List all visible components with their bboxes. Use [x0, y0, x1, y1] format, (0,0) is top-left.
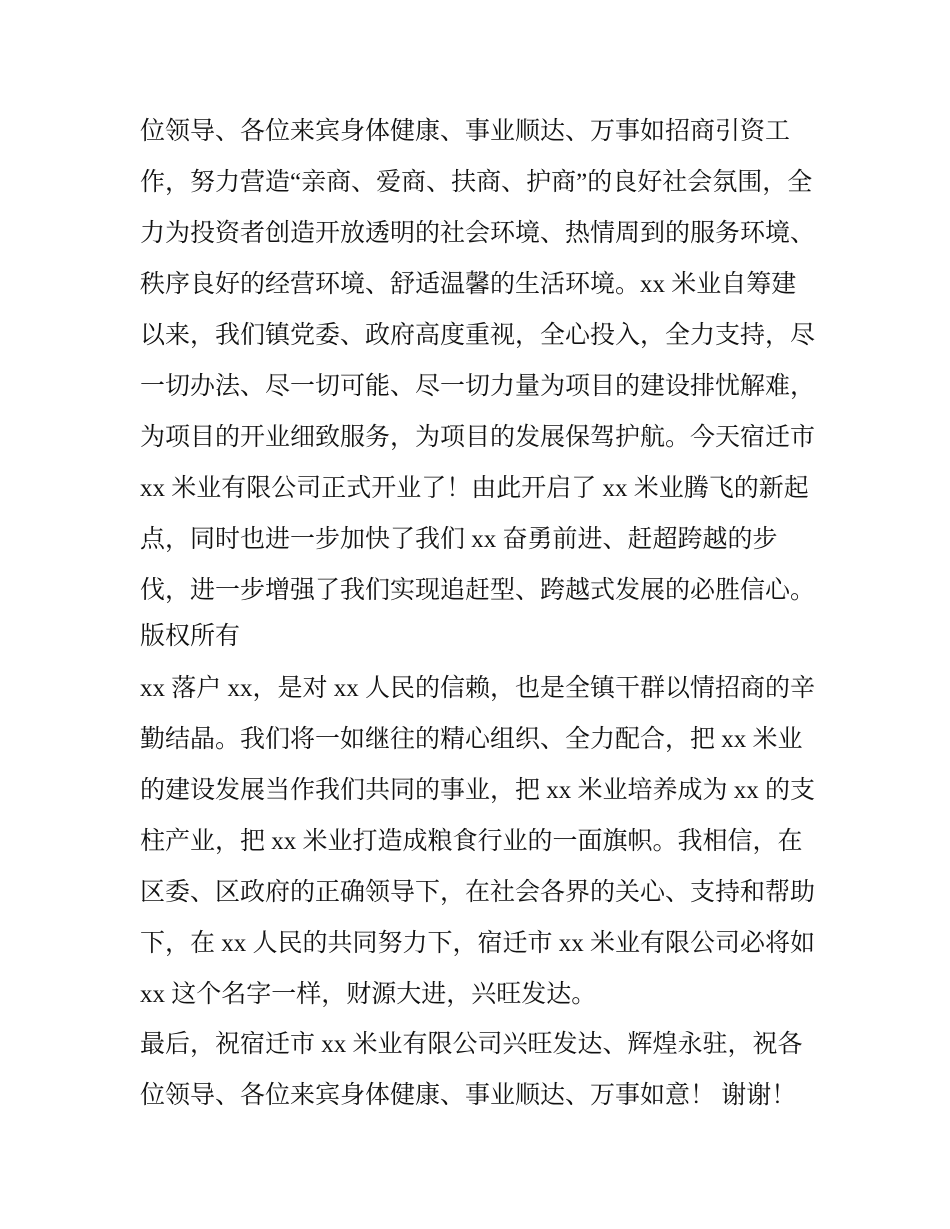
- text-line: xx 落户 xx，是对 xx 人民的信赖，也是全镇干群以情招商的辛: [140, 675, 816, 702]
- text-line: 下，在 xx 人民的共同努力下，宿迁市 xx 米业有限公司必将如: [140, 930, 816, 957]
- text-line: xx 这个名字一样，财源大进，兴旺发达。: [140, 981, 597, 1008]
- text-line: 最后，祝宿迁市 xx 米业有限公司兴旺发达、辉煌永驻，祝各: [140, 1031, 803, 1058]
- text-line: 位领导、各位来宾身体健康、事业顺达、万事如意！ 谢谢！: [140, 1082, 797, 1109]
- text-line: 版权所有: [140, 623, 241, 650]
- text-line: 的建设发展当作我们共同的事业，把 xx 米业培养成为 xx 的支: [140, 777, 816, 804]
- text-line: 柱产业，把 xx 米业打造成粮食行业的一面旗帜。我相信，在: [140, 828, 803, 855]
- text-line: 伐，进一步增强了我们实现追赶型、跨越式发展的必胜信心。: [140, 577, 816, 604]
- text-line: 区委、区政府的正确领导下，在社会各界的关心、支持和帮助: [140, 879, 816, 906]
- text-line: 秩序良好的经营环境、舒适温馨的生活环境。xx 米业自筹建: [140, 271, 797, 298]
- text-line: 点，同时也进一步加快了我们 xx 奋勇前进、赶超跨越的步: [140, 526, 778, 553]
- text-line: 以来，我们镇党委、政府高度重视，全心投入，全力支持，尽: [140, 322, 816, 349]
- text-line: 勤结晶。我们将一如继往的精心组织、全力配合，把 xx 米业: [140, 726, 803, 753]
- text-line: 位领导、各位来宾身体健康、事业顺达、万事如招商引资工: [140, 118, 791, 145]
- text-line: 为项目的开业细致服务，为项目的发展保驾护航。今天宿迁市: [140, 424, 816, 451]
- text-line: 力为投资者创造开放透明的社会环境、热情周到的服务环境、: [140, 220, 816, 247]
- text-line: 一切办法、尽一切可能、尽一切力量为项目的建设排忧解难，: [140, 373, 816, 400]
- text-line: xx 米业有限公司正式开业了！由此开启了 xx 米业腾飞的新起: [140, 475, 809, 502]
- text-line: 作，努力营造“亲商、爱商、扶商、护商”的良好社会氛围，全: [140, 169, 813, 196]
